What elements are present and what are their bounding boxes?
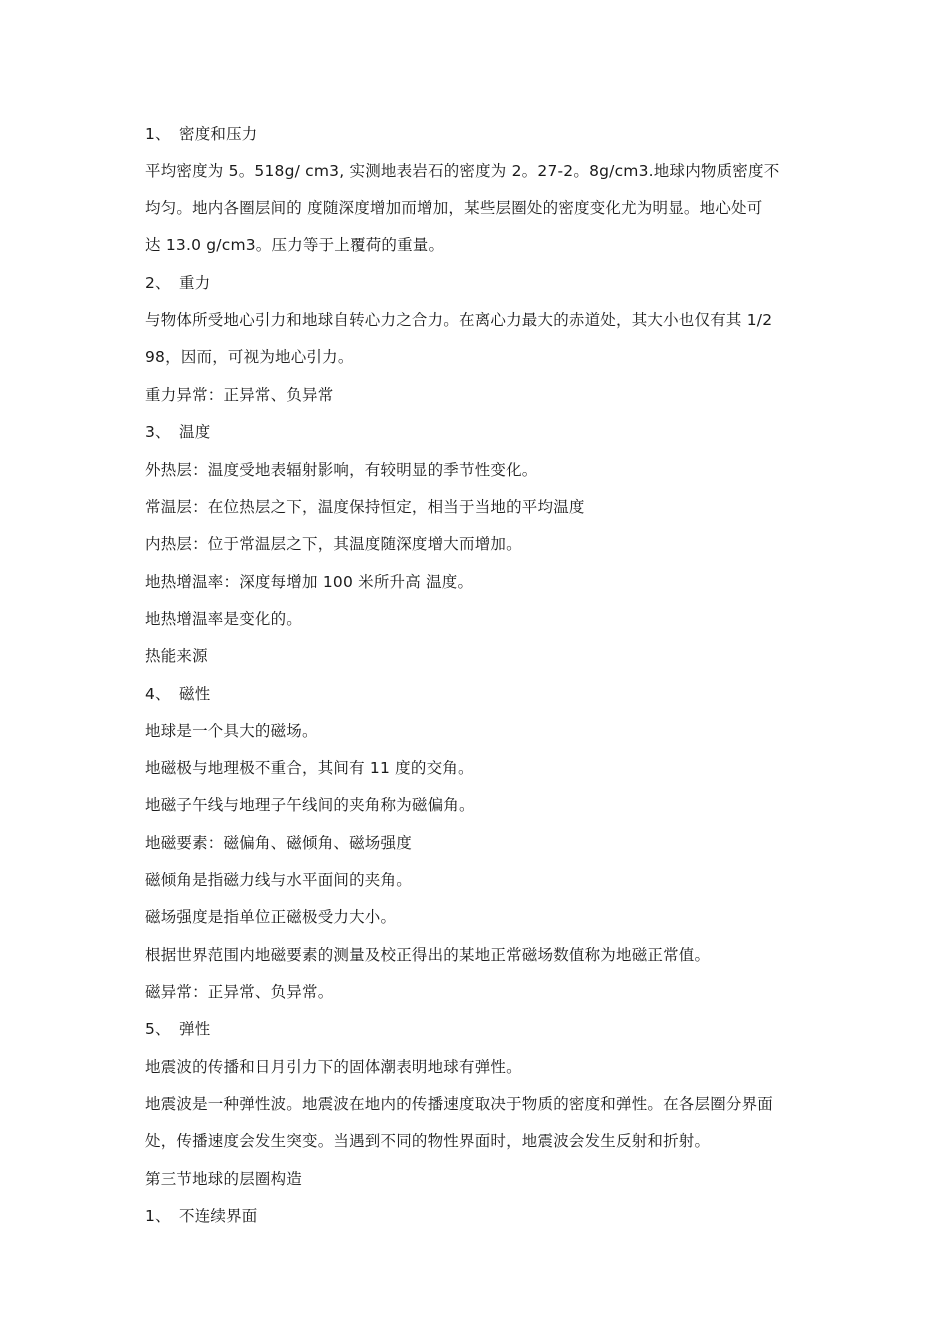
paragraph-line: 地震波是一种弹性波。地震波在地内的传播速度取决于物质的密度和弹性。在各层圈分界面 [145,1095,774,1113]
paragraph-line: 地热增温率：深度每增加 100 米所升高 温度。 [145,573,474,591]
paragraph-line: 热能来源 [145,647,208,665]
heading-text: 温度 [179,423,211,441]
heading-text: 磁性 [179,685,211,703]
heading-number: 5、 [145,1020,171,1038]
heading-number: 4、 [145,685,171,703]
chapter-section-title: 第三节地球的层圈构造 [145,1170,303,1188]
section-heading-discontinuity [145,1205,815,1227]
paragraph-line: 与物体所受地心引力和地球自转心力之合力。在离心力最大的赤道处，其大小也仅有其 1/2 [145,311,773,329]
paragraph-line: 地震波的传播和日月引力下的固体潮表明地球有弹性。 [145,1058,522,1076]
paragraph-line: 常温层：在位热层之下，温度保持恒定，相当于当地的平均温度 [145,498,585,516]
paragraph-line: 处，传播速度会发生突变。当遇到不同的物性界面时，地震波会发生反射和折射。 [145,1132,711,1150]
section-heading-density-pressure [145,123,815,145]
heading-number: 1、 [145,1207,171,1225]
section-heading-temperature [145,421,815,443]
heading-text: 密度和压力 [179,125,258,143]
heading-number: 2、 [145,274,171,292]
paragraph-line: 磁场强度是指单位正磁极受力大小。 [145,908,397,926]
paragraph-line: 重力异常：正异常、负异常 [145,386,334,404]
paragraph-line: 外热层：温度受地表辐射影响，有较明显的季节性变化。 [145,461,538,479]
section-heading-gravity [145,272,815,294]
paragraph-line: 地磁极与地理极不重合，其间有 11 度的交角。 [145,759,474,777]
paragraph-line: 均匀。地内各圈层间的 度随深度增加而增加，某些层圈处的密度变化尤为明显。地心处可 [145,199,763,217]
paragraph-line: 地球是一个具大的磁场。 [145,722,318,740]
paragraph-line: 内热层：位于常温层之下，其温度随深度增大而增加。 [145,535,522,553]
paragraph-line: 平均密度为 5。518g/ cm3, 实测地表岩石的密度为 2。27-2。8g/cm3.地球内物质密度不 [145,162,780,180]
section-heading-elasticity [145,1018,815,1040]
heading-text: 弹性 [179,1020,211,1038]
paragraph-line: 达 13.0 g/cm3。压力等于上覆荷的重量。 [145,236,445,254]
paragraph-line: 磁倾角是指磁力线与水平面间的夹角。 [145,871,412,889]
paragraph-line: 地磁子午线与地理子午线间的夹角称为磁偏角。 [145,796,475,814]
heading-text: 不连续界面 [179,1207,258,1225]
paragraph-line: 磁异常：正异常、负异常。 [145,983,334,1001]
paragraph-line: 根据世界范围内地磁要素的测量及校正得出的某地正常磁场数值称为地磁正常值。 [145,946,711,964]
heading-text: 重力 [179,274,211,292]
paragraph-line: 地磁要素：磁偏角、磁倾角、磁场强度 [145,834,412,852]
heading-number: 3、 [145,423,171,441]
paragraph-line: 98，因而，可视为地心引力。 [145,348,354,366]
paragraph-line: 地热增温率是变化的。 [145,610,303,628]
heading-number: 1、 [145,125,171,143]
section-heading-magnetism [145,683,815,705]
